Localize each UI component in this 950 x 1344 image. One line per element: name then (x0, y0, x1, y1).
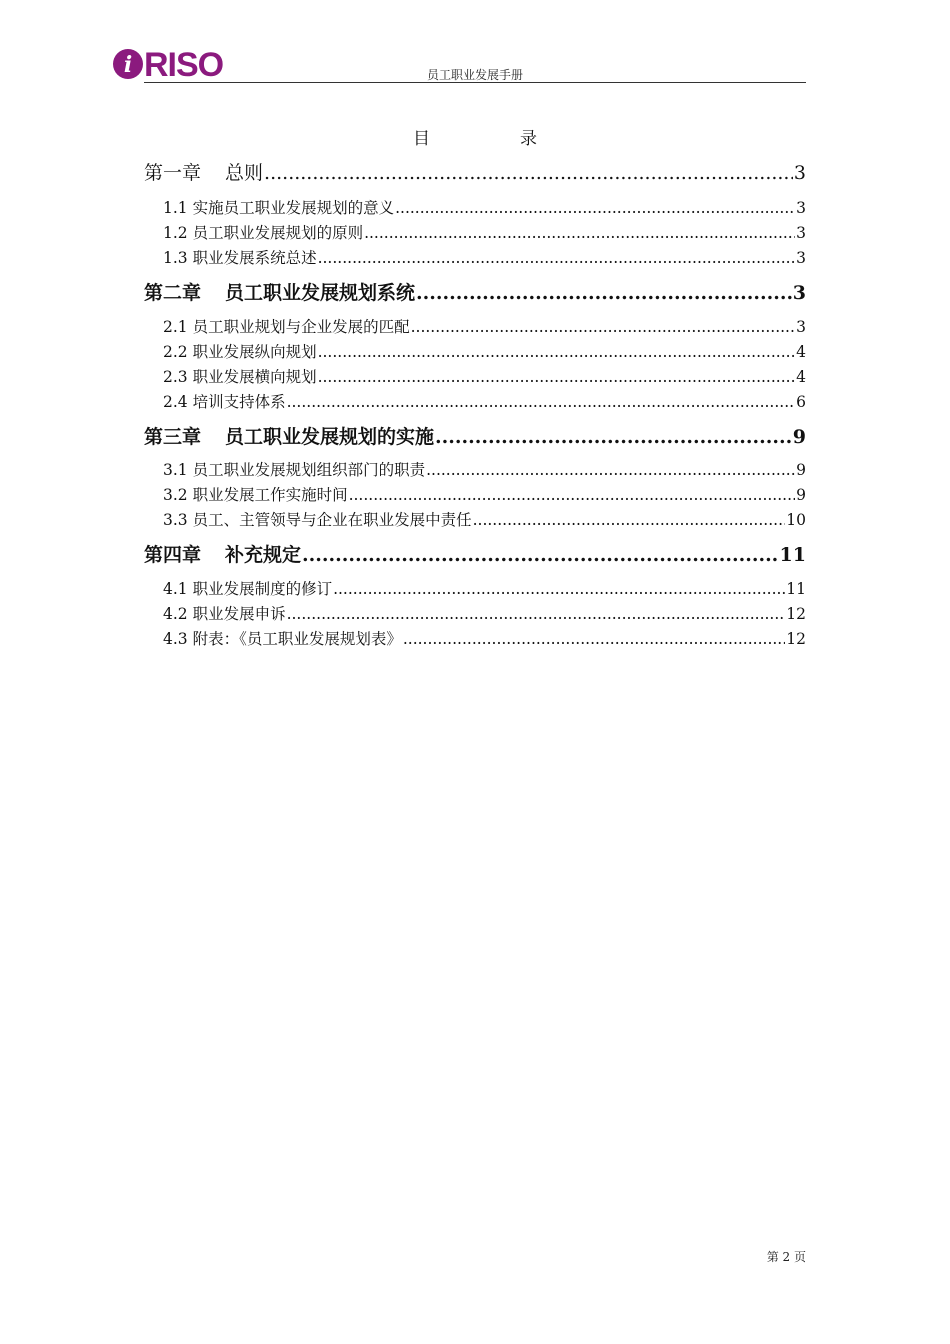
toc-chapter-4[interactable]: 第四章 补充规定 ..... 11 (144, 540, 806, 567)
toc-chapter-2[interactable]: 第二章 员工职业发展规划系统 ..... 3 (144, 278, 806, 305)
toc-section-3-1[interactable]: 3.1 员工职业发展规划组织部门的职责 ..... 9 (144, 458, 806, 480)
toc-chapter-1[interactable]: 第一章 总则 ..... 3 (144, 158, 806, 185)
toc-section-1-2[interactable]: 1.2 员工职业发展规划的原则 ..... 3 (144, 221, 806, 243)
toc-title (144, 124, 806, 149)
toc-section-4-2[interactable]: 4.2 职业发展申诉 ..... 12 (144, 602, 806, 624)
toc-chapter-3[interactable]: 第三章 员工职业发展规划的实施 ..... 9 (144, 422, 806, 449)
header-divider (144, 82, 806, 83)
toc-section-2-1[interactable]: 2.1 员工职业规划与企业发展的匹配 ..... 3 (144, 315, 806, 337)
toc-section-3-2[interactable]: 3.2 职业发展工作实施时间 ..... 9 (144, 483, 806, 505)
toc-section-1-3[interactable]: 1.3 职业发展系统总述 ..... 3 (144, 246, 806, 268)
toc-section-4-1[interactable]: 4.1 职业发展制度的修订 ..... 11 (144, 577, 806, 599)
toc-section-2-3[interactable]: 2.3 职业发展横向规划 ..... 4 (144, 365, 806, 387)
toc-title-right: 录 (520, 129, 537, 149)
header-title: 员工职业发展手册 (426, 68, 523, 82)
toc-section-3-3[interactable]: 3.3 员工、主管领导与企业在职业发展中责任 ..... 10 (144, 508, 806, 530)
riso-logo (112, 46, 240, 82)
page-number: 第 2 页 (766, 1250, 806, 1264)
toc-section-2-2[interactable]: 2.2 职业发展纵向规划 ..... 4 (144, 340, 806, 362)
toc-title-left: 目 (413, 129, 430, 149)
svg-text:RISO: RISO (144, 46, 224, 82)
toc-section-2-4[interactable]: 2.4 培训支持体系 ..... 6 (144, 390, 806, 412)
toc-section-4-3[interactable]: 4.3 附表：《员工职业发展规划表》 ..... 12 (144, 627, 806, 649)
toc-section-1-1[interactable]: 1.1 实施员工职业发展规划的意义 ..... 3 (144, 196, 806, 218)
svg-text:i: i (123, 52, 133, 78)
